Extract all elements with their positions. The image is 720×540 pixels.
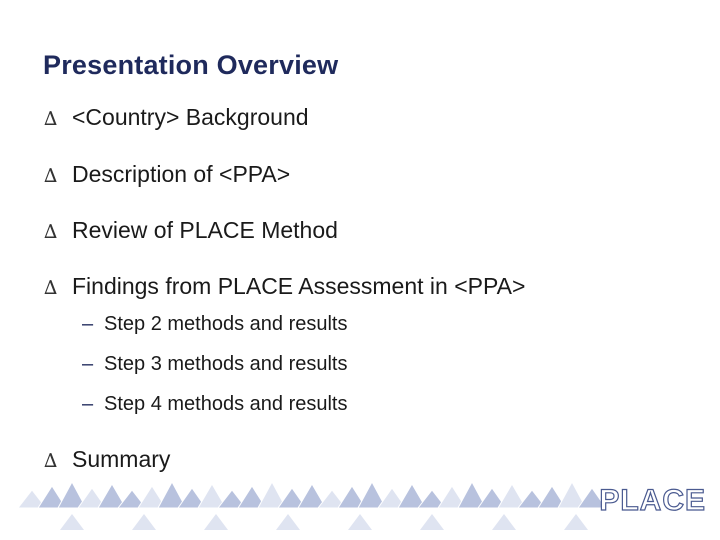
sub-bullet-text: Step 4 methods and results [104,393,348,415]
bullet-item [44,217,338,244]
delta-bullet-icon: ∆ [44,450,58,472]
sub-bullet-item [82,353,347,376]
dash-bullet-icon: – [82,353,94,375]
bullet-text: <Country> Background [72,104,309,130]
bullet-item [44,161,290,188]
bullet-text: Summary [72,446,171,472]
delta-bullet-icon: ∆ [44,277,58,299]
bullet-item [44,273,525,300]
bullet-text: Review of PLACE Method [72,217,338,243]
delta-bullet-icon: ∆ [44,165,58,187]
delta-bullet-icon: ∆ [44,221,58,243]
mountain-shape [204,514,228,530]
place-logo: PLACE [599,484,706,517]
bullet-text: Findings from PLACE Assessment in <PPA> [72,273,526,299]
dash-bullet-icon: – [82,393,94,415]
mountain-shape [420,514,444,530]
mountain-shape [60,514,84,530]
bullet-item [44,446,170,473]
sub-bullet-item [82,313,347,336]
mountain-shape [348,514,372,530]
sub-bullet-text: Step 3 methods and results [104,353,348,375]
slide-title: Presentation Overview [43,50,339,80]
mountain-shape [564,514,588,530]
bullet-item [44,104,309,131]
dash-bullet-icon: – [82,313,94,335]
sub-bullet-text: Step 2 methods and results [104,313,348,335]
mountain-shape [276,514,300,530]
mountain-shape [492,514,516,530]
sub-bullet-item [82,393,347,416]
delta-bullet-icon: ∆ [44,108,58,130]
mountain-shape [132,514,156,530]
bullet-text: Description of <PPA> [72,161,291,187]
